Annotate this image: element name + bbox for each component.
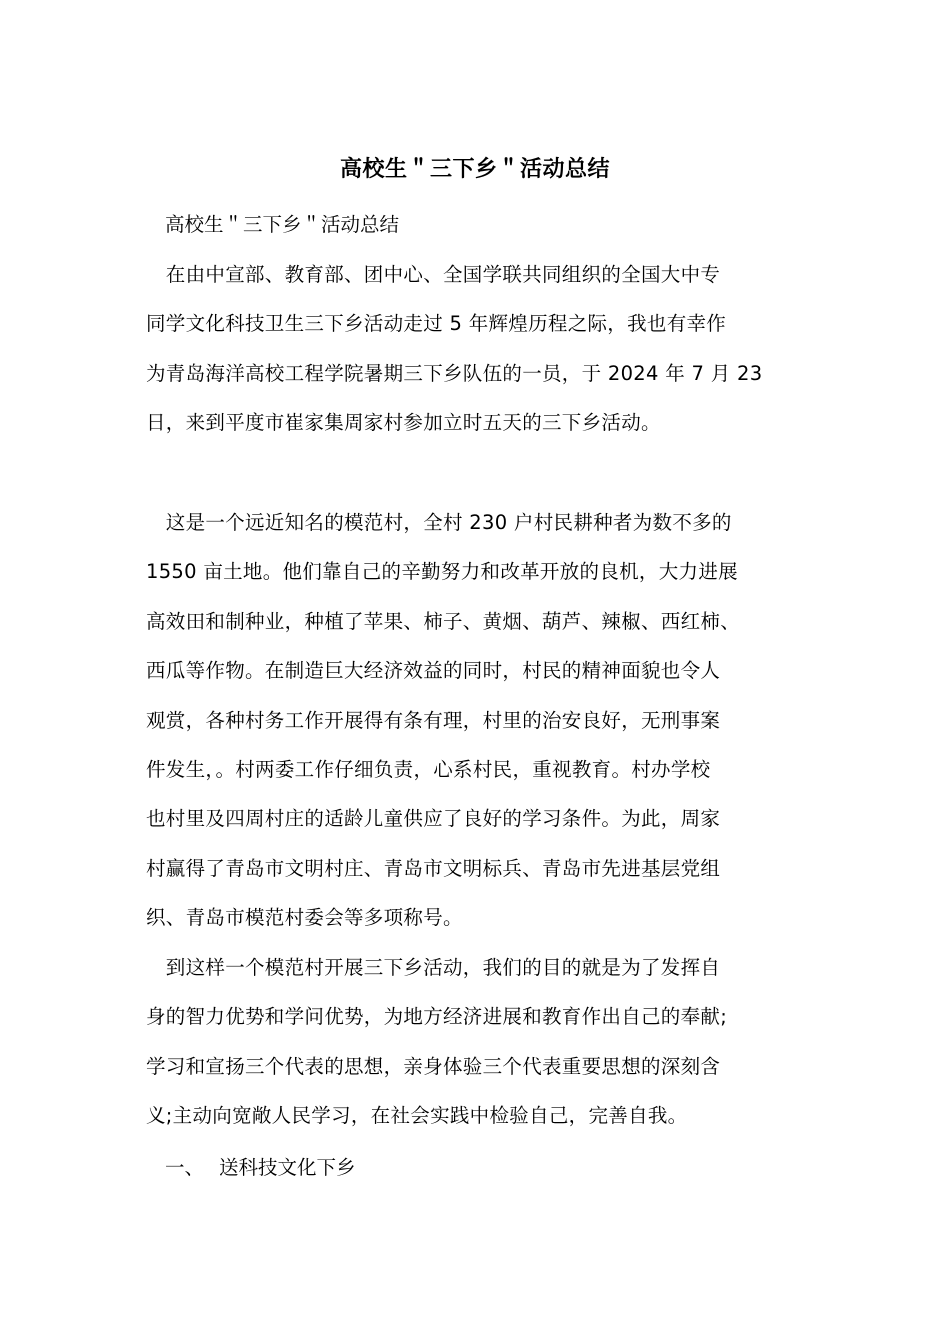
paragraph-line: 织、青岛市模范村委会等多项称号。 [146, 906, 463, 930]
paragraph-line: 到这样一个模范村开展三下乡活动，我们的目的就是为了发挥自 [146, 956, 721, 979]
paragraph-1 [146, 250, 806, 448]
section-label: 送科技文化下乡 [219, 1156, 356, 1179]
paragraph-line: 1550 亩土地。他们靠自己的辛勤努力和改革开放的良机，大力进展 [146, 560, 738, 584]
paragraph-line: 村赢得了青岛市文明村庄、青岛市文明标兵、青岛市先进基层党组 [146, 856, 721, 880]
paragraph-line: 同学文化科技卫生三下乡活动走过 5 年辉煌历程之际，我也有幸作 [146, 312, 727, 336]
paragraph-line: 这是一个远近知名的模范村，全村 230 户村民耕种者为数不多的 [146, 511, 732, 534]
paragraph-line: 高效田和制种业，种植了苹果、柿子、黄烟、葫芦、辣椒、西红柿、 [146, 609, 741, 633]
paragraph-line: 身的智力优势和学问优势，为地方经济进展和教育作出自己的奉献; [146, 1005, 728, 1029]
paragraph-3 [146, 943, 806, 1141]
document-title: 高校生＂三下乡＂活动总结 [339, 157, 610, 182]
paragraph-line: 西瓜等作物。在制造巨大经济效益的同时，村民的精神面貌也令人 [146, 659, 721, 683]
paragraph-line: 义;主动向宽敞人民学习，在社会实践中检验自己，完善自我。 [146, 1104, 688, 1128]
paragraph-line: 学习和宣扬三个代表的思想，亲身体验三个代表重要思想的深刻含 [146, 1054, 721, 1078]
section-heading-1 [165, 1148, 356, 1188]
paragraph-line: 也村里及四周村庄的适龄儿童供应了良好的学习条件。为此，周家 [146, 807, 721, 831]
document-subtitle: 高校生＂三下乡＂活动总结 [165, 213, 400, 236]
paragraph-line: 观赏，各种村务工作开展得有条有理，村里的治安良好，无刑事案 [146, 708, 721, 732]
paragraph-line: 日，来到平度市崔家集周家村参加立时五天的三下乡活动。 [146, 411, 661, 435]
paragraph-line: 件发生，。村两委工作仔细负责，心系村民，重视教育。村办学校 [146, 757, 711, 781]
paragraph-line: 为青岛海洋高校工程学院暑期三下乡队伍的一员，于 2024 年 7 月 23 [146, 361, 763, 385]
paragraph-2 [146, 498, 806, 943]
section-number: 一、 [165, 1156, 205, 1179]
paragraph-line: 在由中宣部、教育部、团中心、全国学联共同组织的全国大中专 [146, 263, 721, 286]
